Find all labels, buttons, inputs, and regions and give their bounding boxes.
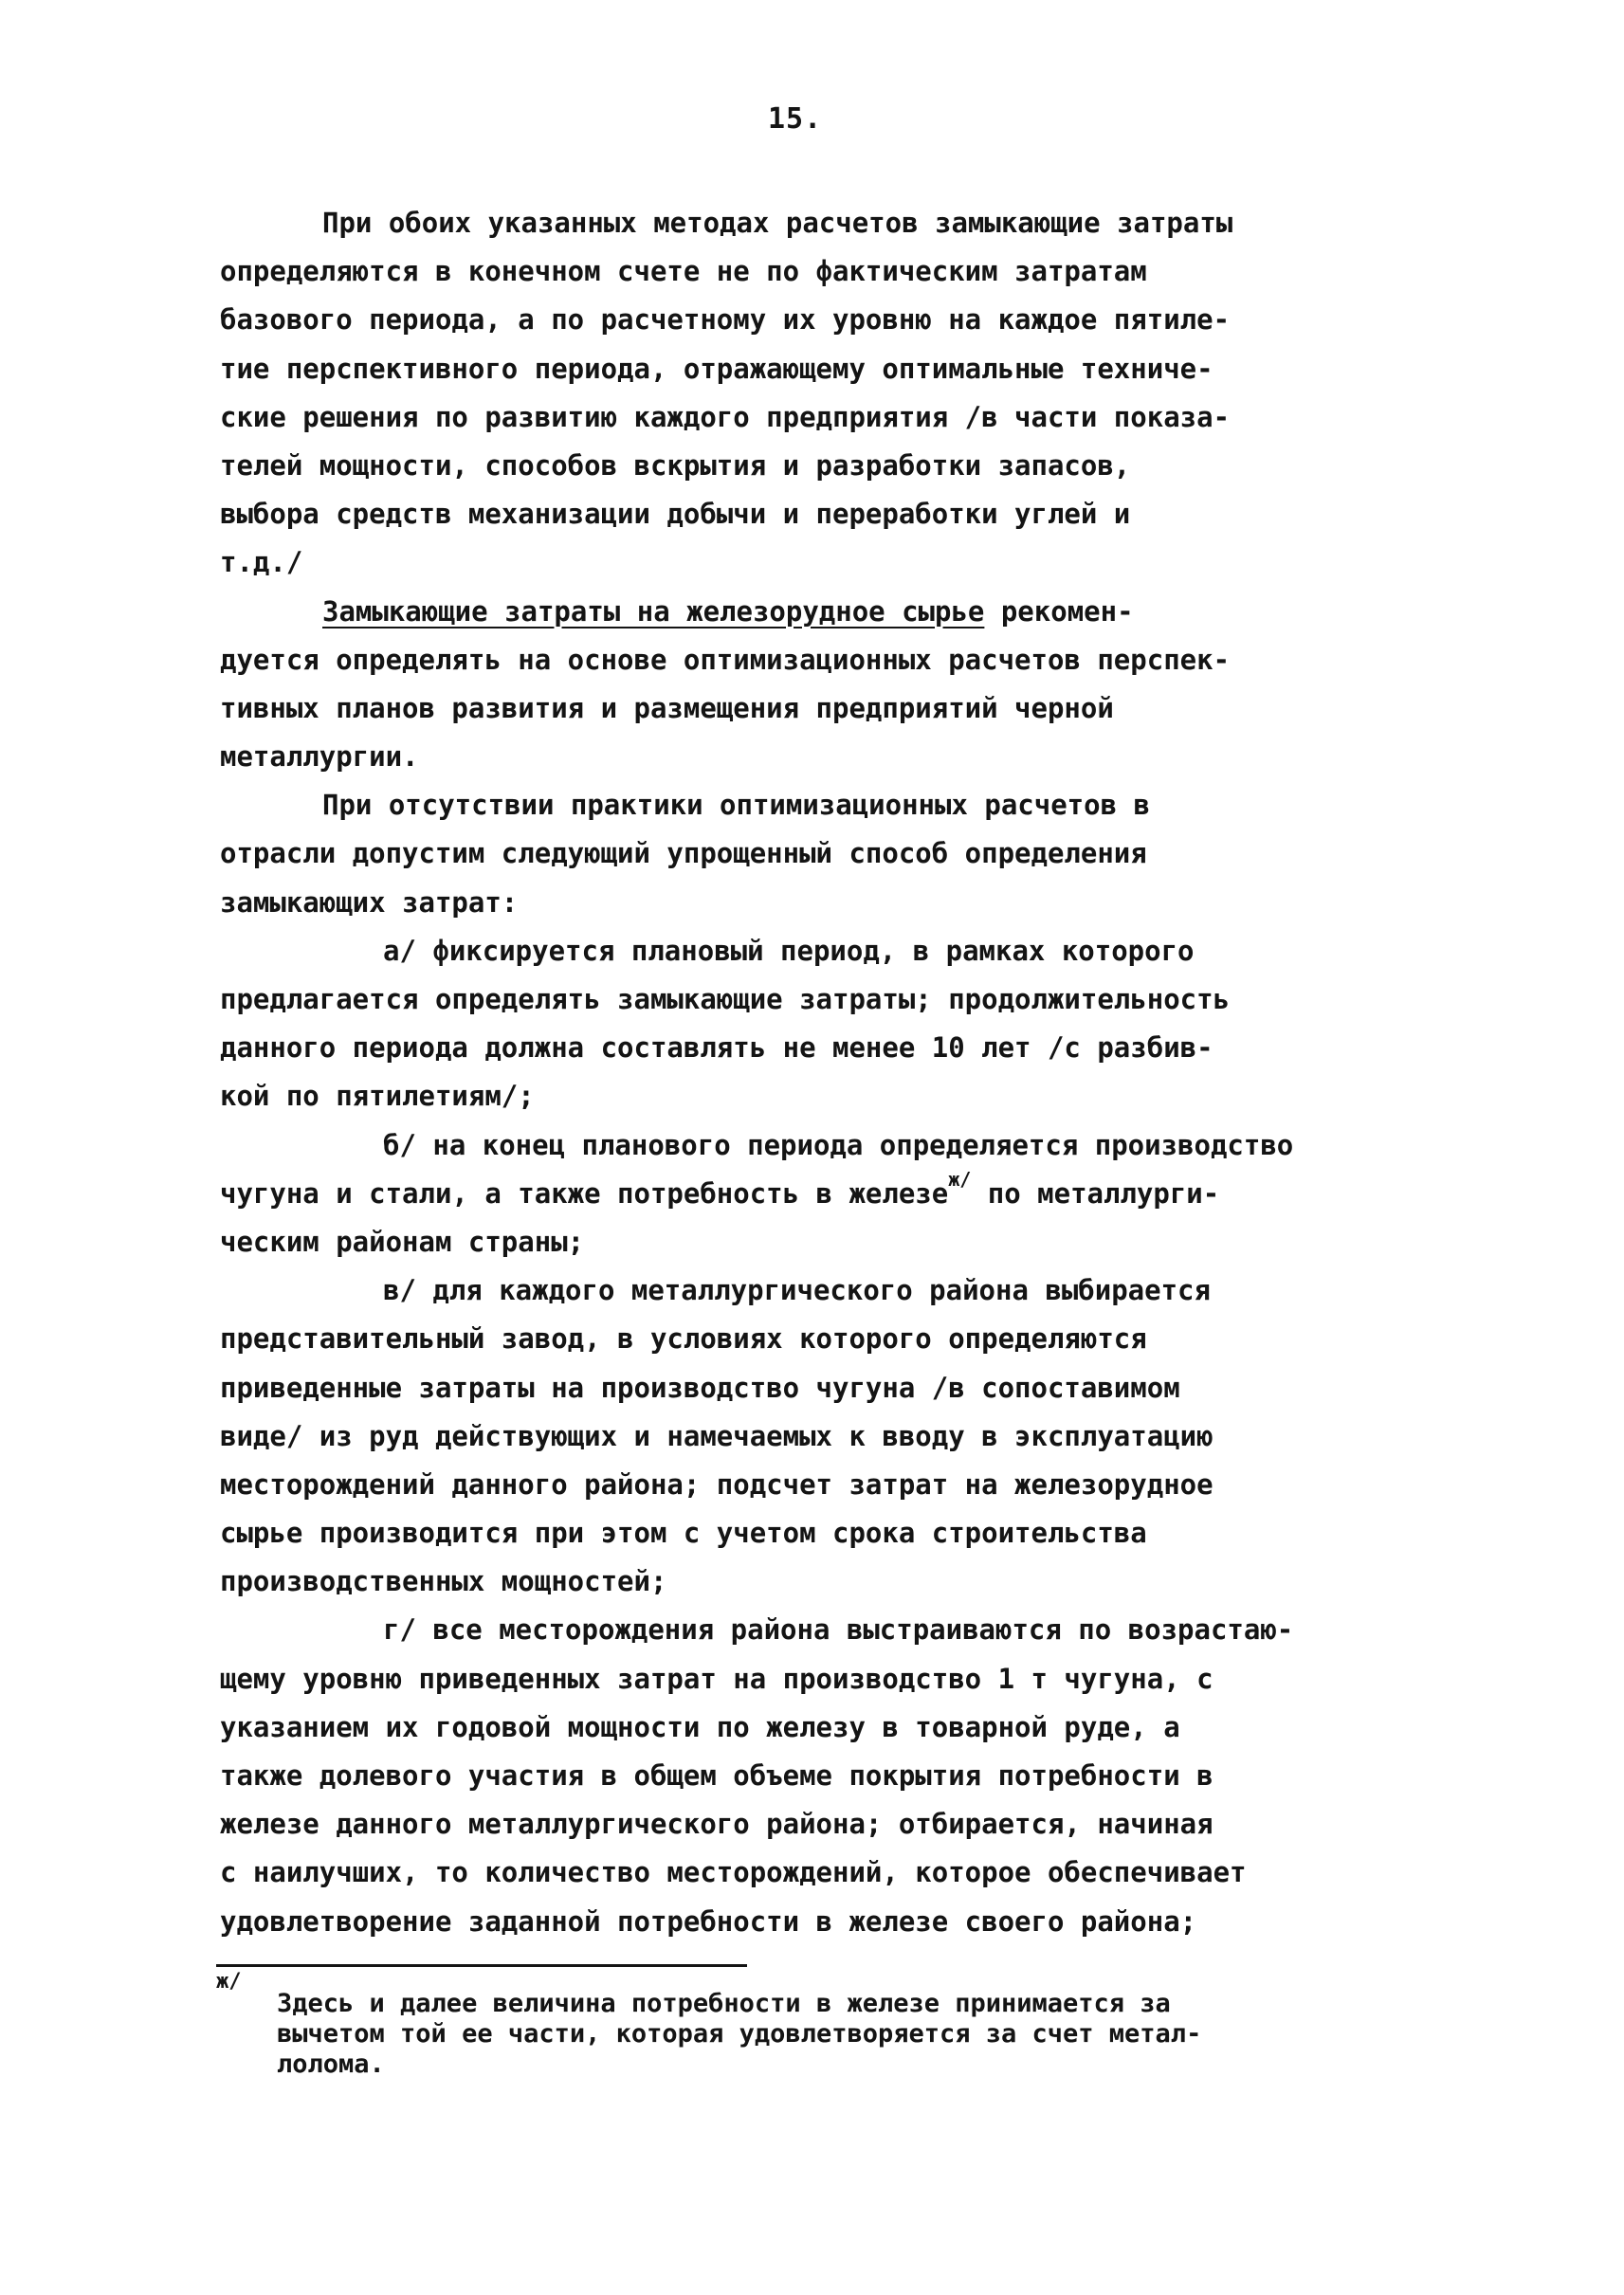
text-line [220,829,1424,878]
line-text: в/ для каждого металлургического района выбирается [383,1274,1211,1307]
line-text: предлагается определять замыкающие затраты; продолжительность [220,983,1231,1015]
line-text: дуется определять на основе оптимизационных расчетов перспек- [220,643,1231,676]
line-text: базового периода, а по расчетному их уровню на каждое пятиле- [220,303,1231,337]
text-line [220,733,1424,781]
text-line [220,1703,1424,1752]
line-text: чугуна и стали, а также потребность в железе [220,1176,949,1210]
text-line [220,1655,1424,1703]
text-line [220,1315,1424,1363]
line-text: приведенные затраты на производство чугуна /в сопоставимом [220,1371,1180,1404]
line-text: б/ на конец планового периода определяется производство [383,1128,1294,1161]
text-line [220,927,1424,975]
text-line [220,538,1424,587]
line-text: данного периода должна составлять не менее 10 лет /с разбив- [220,1031,1213,1065]
line-text: удовлетворение заданной потребности в железе своего района; [220,1904,1197,1938]
line-text: производственных мощностей; [220,1565,667,1598]
text-line [220,1218,1424,1266]
text-line [220,1121,1424,1170]
line-text: щему уровню приведенных затрат на производство 1 т чугуна, с [220,1662,1213,1695]
text-line [220,1898,1424,1946]
line-text: тие перспективного периода, отражающему оптимальные техниче- [220,352,1213,385]
text-line [220,781,1424,829]
text-line [220,1849,1424,1897]
text-line [220,1412,1424,1461]
line-text: ские решения по развитию каждого предприятия /в части показа- [220,400,1231,433]
line-text: тивных планов развития и размещения предприятий черной [220,691,1114,724]
text-line [220,345,1424,393]
text-line [220,1461,1424,1509]
line-text: указанием их годовой мощности по железу в товарной руде, а [220,1710,1180,1743]
footnote-marker: ж/ [216,1970,242,1994]
line-text: г/ все месторождения района выстраиваются по возрастаю- [383,1613,1294,1647]
text-line [220,442,1424,490]
footnote-reference: ж/ [948,1167,972,1191]
line-text: также долевого участия в общем объеме покрытия потребности в [220,1759,1213,1792]
body-text [220,199,1424,1946]
text-line [220,588,1424,636]
line-text: представительный завод, в условиях которого определяются [220,1322,1147,1356]
line-text: При отсутствии практики оптимизационных расчетов в [322,789,1150,822]
text-line [220,393,1424,442]
footnote-divider [216,1964,747,1967]
text-line [220,247,1424,296]
line-text: замыкающих затрат: [220,885,519,919]
text-line [220,636,1424,684]
line-text: с наилучших, то количество месторождений, которое обеспечивает [220,1856,1247,1889]
text-line [220,1024,1424,1072]
text-line [220,1072,1424,1120]
text-line [220,296,1424,344]
text-line [220,1557,1424,1606]
footnote-text [277,1989,1443,2080]
text-line [220,975,1424,1024]
line-text: телей мощности, способов вскрытия и разработки запасов, [220,448,1131,482]
line-text: отрасли допустим следующий упрощенный способ определения [220,837,1147,870]
text-line [220,1606,1424,1654]
line-text: сырье производится при этом с учетом срока строительства [220,1517,1147,1550]
footnote-line: вычетом той ее части, которая удовлетворяется за счет метал- [277,2019,1202,2049]
line-text: определяются в конечном счете не по фактическим затратам [220,255,1147,288]
text-line [220,1752,1424,1800]
underlined-heading: Замыкающие затраты на железорудное сырье [322,594,985,628]
line-text: При обоих указанных методах расчетов замыкающие затраты [322,207,1233,239]
text-line [220,1167,1424,1218]
page-number: 15. [768,102,823,136]
line-text: железе данного металлургического района; отбирается, начиная [220,1808,1213,1841]
line-text: виде/ из руд действующих и намечаемых к вводу в эксплуатацию [220,1419,1213,1452]
footnote-line: Здесь и далее величина потребности в железе принимается за [277,1989,1171,2018]
text-line [220,684,1424,733]
line-text: ческим районам страны; [220,1225,585,1258]
footnote-line: лолома. [277,2049,385,2079]
line-text-after: по металлурги- [971,1176,1220,1210]
text-line [220,1509,1424,1557]
line-text: а/ фиксируется плановый период, в рамках которого [383,934,1195,967]
line-text: металлургии. [220,740,419,774]
text-line [220,490,1424,538]
line-text: кой по пятилетиям/; [220,1080,535,1113]
line-text: месторождений данного района; подсчет затрат на железорудное [220,1467,1213,1501]
text-line [220,1364,1424,1412]
text-line [220,879,1424,927]
line-text: выбора средств механизации добычи и переработки углей и [220,498,1131,531]
text-line [220,1800,1424,1849]
text-line [220,199,1424,247]
line-text: т.д./ [220,546,303,579]
text-line [220,1266,1424,1315]
line-text: рекомен- [984,594,1134,628]
